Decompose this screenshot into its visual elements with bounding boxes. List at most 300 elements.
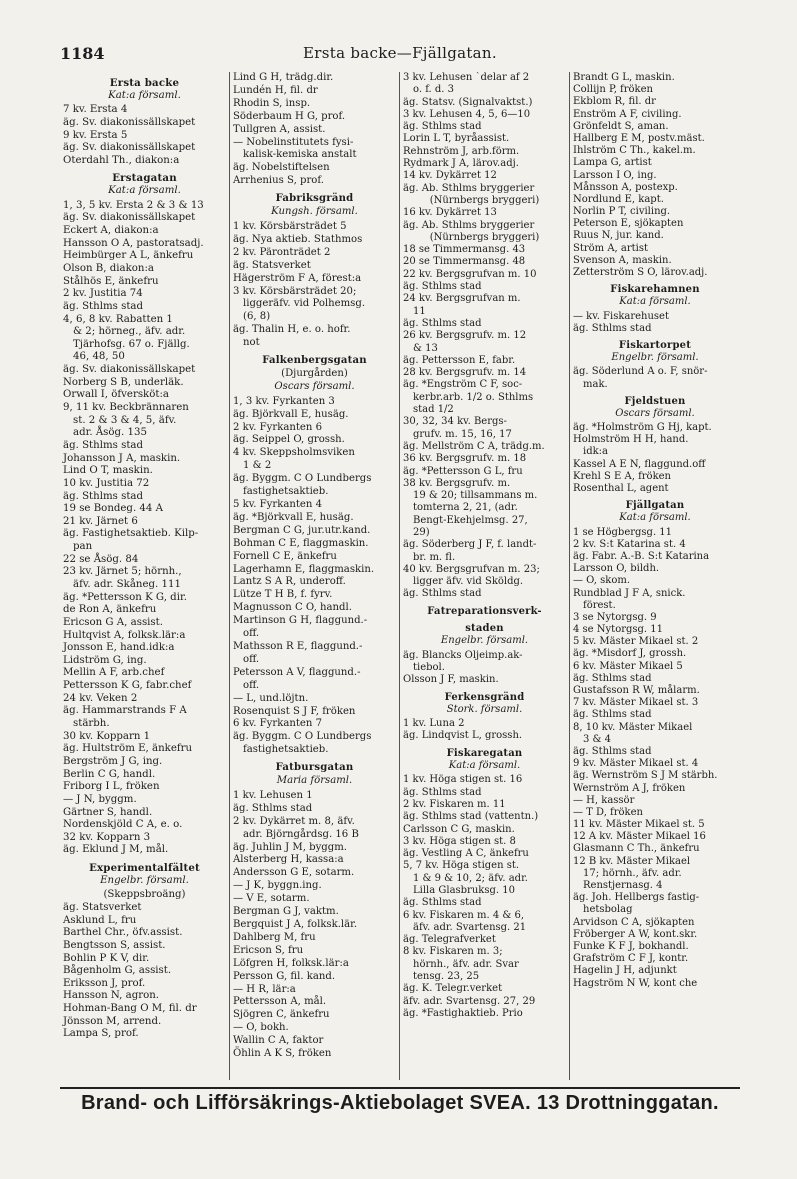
entry-line: 8, 10 kv. Mäster Mikael bbox=[573, 721, 693, 733]
entry-line: Larsson I O, ing. bbox=[573, 169, 657, 181]
entry-line: 1 kv. Körsbärsträdet 5 bbox=[233, 220, 347, 232]
column-1 bbox=[60, 72, 230, 1080]
entry-line: 5, 7 kv. Höga stigen st. bbox=[403, 860, 520, 872]
entry-line: äg. Sthlms stad bbox=[573, 322, 652, 334]
entry-line: Enström A F, civiling. bbox=[573, 108, 682, 120]
entry-line: Bergman C G, jur.utr.kand. bbox=[233, 524, 371, 536]
entry-line: Petersson A V, flaggund.- bbox=[233, 666, 361, 678]
entry-line: äg. *Pettersson G L, fru bbox=[403, 465, 523, 477]
entry-line: äg. Ab. Sthlms bryggerier bbox=[403, 219, 535, 231]
entry-line: äg. *Pettersson K G, dir. bbox=[63, 591, 187, 603]
entry-line: ligger äfv. vid Sköldg. bbox=[413, 576, 524, 588]
entry-line: mak. bbox=[583, 378, 608, 390]
entry-line: 16 kv. Dykärret 13 bbox=[403, 207, 497, 219]
entry-line: 12 B kv. Mäster Mikael bbox=[573, 855, 691, 867]
entry-line: 22 kv. Bergsgrufvan m. 10 bbox=[403, 268, 537, 280]
entry-line: äg. Hultström E, änkefru bbox=[63, 743, 193, 755]
entry-line: äg. Eklund J M, mål. bbox=[63, 844, 169, 856]
entry-line: Rosenquist S J F, fröken bbox=[233, 705, 356, 717]
entry-line: Olsson J F, maskin. bbox=[403, 674, 499, 686]
entry-line: Sjögren C, änkefru bbox=[233, 1009, 330, 1021]
entry-line: 1 & 2 bbox=[243, 460, 272, 472]
entry-line: äg. Joh. Hellbergs fastig- bbox=[573, 892, 700, 904]
entry-line: (Nürnbergs bryggeri) bbox=[429, 231, 540, 243]
entry-line: 6 kv. Fiskaren m. 4 & 6, bbox=[403, 909, 525, 921]
entry-line: Martinson G H, flaggund.- bbox=[233, 615, 368, 627]
entry-line: Orwall I, öfversköt:a bbox=[63, 389, 169, 401]
entry-line: — kv. Fiskarehuset bbox=[573, 310, 669, 322]
entry-line: 5 kv. Fyrkanten 4 bbox=[233, 499, 322, 510]
entry-line: 3 kv. Lehusen 4, 5, 6—10 bbox=[403, 108, 531, 120]
entry-line: tiebol. bbox=[413, 661, 445, 673]
entry-line: adr. Åsög. 135 bbox=[73, 427, 147, 439]
entry-line: äfv. adr. Svartensg. 21 bbox=[413, 921, 527, 933]
entry-line: äg. Sthlms stad bbox=[403, 281, 482, 293]
entry-line: Lind O T, maskin. bbox=[63, 465, 153, 477]
entry-line: stad 1/2 bbox=[413, 404, 454, 416]
entry-line: br. m. fl. bbox=[413, 551, 456, 563]
entry-line: — O, bokh. bbox=[233, 1022, 289, 1034]
entry-line: äg. Björkvall E, husäg. bbox=[233, 408, 349, 420]
entry-line: äg. Sthlms stad bbox=[573, 672, 652, 684]
entry-line: Bergquist J A, folksk.lär. bbox=[233, 919, 358, 930]
entry-line: Hägerström F A, förest:a bbox=[233, 272, 362, 284]
entry-line: Eckert A, diakon:a bbox=[63, 225, 159, 237]
entry-line: förest. bbox=[583, 599, 616, 611]
column-2 bbox=[230, 72, 400, 1080]
directory-columns bbox=[60, 72, 740, 1080]
entry-line: fastighetsaktieb. bbox=[243, 486, 329, 498]
entry-line: Öhlin A K S, fröken bbox=[233, 1048, 332, 1060]
entry-line: Bågenholm G, assist. bbox=[63, 965, 172, 977]
entry-line: Friborg I L, fröken bbox=[63, 781, 160, 793]
entry-line: Lampa S, prof. bbox=[63, 1028, 139, 1040]
entry-line: st. 2 & 3 & 4, 5, äfv. bbox=[73, 414, 177, 426]
entry-line: Rydmark J A, lärov.adj. bbox=[403, 158, 519, 170]
entry-line: äg. Seippel O, grossh. bbox=[233, 434, 345, 446]
entry-line: 19 & 20; tillsammans m. bbox=[413, 490, 538, 502]
entry-line: äg. Sthlms stad bbox=[573, 709, 652, 721]
entry-line: Hansson N, agron. bbox=[63, 990, 160, 1002]
entry-line: Ericson G A, assist. bbox=[63, 616, 163, 628]
entry-line: Norberg S B, underläk. bbox=[63, 376, 184, 388]
entry-line: adr. Björngårdsg. 16 B bbox=[243, 828, 359, 840]
entry-line: äg. Sthlms stad bbox=[403, 588, 482, 600]
entry-line: de Ron A, änkefru bbox=[63, 604, 157, 616]
entry-line: äg. *Fastighaktieb. Prio bbox=[403, 1007, 523, 1019]
street-heading: Fabriksgränd bbox=[275, 193, 354, 205]
entry-line: Glasmann C Th., änkefru bbox=[573, 843, 700, 855]
entry-line: äg. Pettersson E, fabr. bbox=[403, 354, 516, 366]
entry-line: Ekblom R, fil. dr bbox=[573, 96, 656, 108]
entry-line: äg. Nobelstiftelsen bbox=[233, 162, 330, 174]
entry-line: 2 kv. Päronträdet 2 bbox=[233, 246, 331, 258]
entry-line: (Djurgården) bbox=[281, 367, 348, 379]
entry-line: off. bbox=[243, 628, 260, 640]
entry-line: 23 kv. Järnet 5; hörnh., bbox=[63, 566, 182, 578]
entry-line: 9 kv. Mäster Mikael st. 4 bbox=[573, 758, 699, 770]
entry-line: 24 kv. Veken 2 bbox=[63, 692, 138, 704]
entry-line: 11 bbox=[413, 305, 426, 317]
entry-line: Olson B, diakon:a bbox=[63, 262, 154, 274]
entry-line: äg. *Engström C F, soc- bbox=[403, 379, 523, 391]
entry-line: Rosenthal L, agent bbox=[573, 483, 669, 494]
entry-line: Hallberg E M, postv.mäst. bbox=[573, 132, 705, 144]
entry-line: 3 kv. Lehusen `delar af 2 bbox=[403, 72, 530, 83]
entry-line: Arrhenius S, prof. bbox=[233, 175, 324, 187]
entry-line: äg. Sv. diakonissällskapet bbox=[63, 212, 196, 224]
street-heading: Fatbursgatan bbox=[275, 762, 354, 774]
entry-line: äg. Sthlms stad bbox=[63, 300, 144, 312]
entry-line: Gustafsson R W, målarm. bbox=[573, 685, 700, 696]
entry-line: pan bbox=[73, 541, 93, 553]
entry-line: — J K, byggn.ing. bbox=[233, 880, 322, 892]
column-3 bbox=[400, 72, 570, 1080]
entry-line: 11 kv. Mäster Mikael st. 5 bbox=[573, 819, 705, 831]
directory-page bbox=[60, 44, 740, 1144]
entry-line: (Nürnbergs bryggeri) bbox=[429, 194, 540, 206]
entry-line: grufv. m. 15, 16, 17 bbox=[413, 428, 512, 440]
entry-line: 24 kv. Bergsgrufvan m. bbox=[403, 293, 521, 305]
entry-line: Bergman G J, vaktm. bbox=[233, 906, 339, 918]
entry-line: hetsbolag bbox=[583, 904, 633, 916]
entry-line: 30 kv. Kopparn 1 bbox=[63, 730, 151, 742]
entry-line: not bbox=[243, 337, 260, 349]
entry-line: 1 kv. Luna 2 bbox=[403, 718, 465, 730]
entry-line: Bengt-Ekehjelmsg. 27, bbox=[413, 514, 528, 526]
entry-line: Dahlberg M, fru bbox=[233, 931, 316, 943]
entry-line: Magnusson C O, handl. bbox=[233, 602, 352, 614]
entry-line: Hagström N W, kont che bbox=[573, 977, 698, 989]
entry-line: Nordenskjöld C A, e. o. bbox=[63, 819, 183, 831]
entry-line: äg. Lindqvist L, grossh. bbox=[403, 730, 523, 742]
entry-line: 1 & 9 & 10, 2; äfv. adr. bbox=[413, 872, 528, 884]
entry-line: äg. Sthlms stad bbox=[403, 121, 482, 133]
entry-line: 3 kv. Höga stigen st. 8 bbox=[403, 835, 516, 847]
street-heading: Fiskarehamnen bbox=[610, 284, 700, 296]
entry-line: — J N, byggm. bbox=[63, 793, 137, 805]
entry-line: Hultqvist A, folksk.lär:a bbox=[63, 629, 186, 641]
street-heading: Fjällgatan bbox=[625, 500, 685, 512]
entry-line: 14 kv. Dykärret 12 bbox=[403, 170, 497, 182]
parish-label: Engelbr. församl. bbox=[440, 635, 529, 647]
entry-line: äg. *Björkvall E, husäg. bbox=[233, 511, 354, 523]
parish-label: Kungsh. församl. bbox=[271, 206, 358, 218]
entry-line: äg. Thalin H, e. o. hofr. bbox=[233, 324, 351, 336]
street-heading: Erstagatan bbox=[112, 172, 177, 185]
entry-line: Grönfeldt S, aman. bbox=[573, 120, 669, 132]
entry-line: Bergström J G, ing. bbox=[63, 755, 163, 767]
street-heading: Fatreparationsverk- bbox=[427, 605, 542, 617]
entry-line: o. f. d. 3 bbox=[413, 84, 455, 96]
parish-label: Maria församl. bbox=[276, 775, 353, 787]
entry-line: 4 kv. Skeppsholmsviken bbox=[233, 447, 355, 459]
entry-line: 38 kv. Bergsgrufv. m. bbox=[403, 477, 511, 489]
entry-line: Hansson O A, pastoratsadj. bbox=[63, 237, 204, 249]
entry-line: äg. Byggm. C O Lundbergs bbox=[233, 473, 372, 485]
entry-line: Collijn P, fröken bbox=[573, 84, 653, 96]
entry-line: Grafström C F J, kontr. bbox=[573, 953, 689, 965]
entry-line: hörnh., äfv. adr. Svar bbox=[413, 958, 519, 970]
entry-line: & 13 bbox=[413, 342, 438, 354]
entry-line: (Skeppsbroäng) bbox=[103, 889, 186, 901]
entry-line: — H, kassör bbox=[573, 794, 635, 806]
entry-line: off. bbox=[243, 679, 260, 691]
parish-label: Engelbr. församl. bbox=[611, 352, 699, 364]
entry-line: Bengtsson S, assist. bbox=[63, 939, 166, 951]
street-heading: staden bbox=[465, 623, 504, 635]
entry-line: äg. Sthlms stad bbox=[63, 490, 144, 502]
entry-line: 20 se Timmermansg. 48 bbox=[403, 256, 526, 268]
entry-line: — V E, sotarm. bbox=[233, 893, 310, 905]
entry-line: 1 kv. Höga stigen st. 16 bbox=[403, 774, 523, 786]
entry-line: Fornell C E, änkefru bbox=[233, 550, 337, 562]
parish-label: Oscars församl. bbox=[274, 380, 355, 392]
entry-line: Oterdahl Th., diakon:a bbox=[63, 154, 180, 166]
entry-line: tomterna 2, 21, (adr. bbox=[413, 502, 518, 514]
entry-line: 3 & 4 bbox=[583, 733, 611, 745]
parish-label: Stork. församl. bbox=[446, 703, 523, 715]
entry-line: 22 se Åsög. 84 bbox=[63, 553, 139, 565]
entry-line: äg. Vestling A C, änkefru bbox=[403, 848, 529, 860]
entry-line: Lagerhamn E, flaggmaskin. bbox=[233, 563, 375, 575]
entry-line: & 2; hörneg., äfv. adr. bbox=[73, 326, 186, 338]
entry-line: 29) bbox=[413, 526, 430, 538]
entry-line: äg. Statsverket bbox=[63, 902, 142, 913]
entry-line: 26 kv. Bergsgrufv. m. 12 bbox=[403, 330, 527, 342]
entry-line: Lind G H, trädg.dir. bbox=[233, 72, 334, 83]
entry-line: 1, 3, 5 kv. Ersta 2 & 3 & 13 bbox=[63, 199, 204, 211]
entry-line: Brandt G L, maskin. bbox=[573, 72, 675, 83]
entry-line: äg. Sthlms stad bbox=[403, 897, 482, 909]
entry-line: Ihlström C Th., kakel.m. bbox=[573, 145, 696, 157]
entry-line: Lantz S A R, underoff. bbox=[233, 576, 346, 588]
entry-line: Krehl S E A, fröken bbox=[573, 470, 671, 482]
entry-line: Peterson E, sjökapten bbox=[573, 218, 684, 230]
entry-line: Bohman C E, flaggmaskin. bbox=[233, 537, 369, 549]
entry-line: 21 kv. Järnet 6 bbox=[63, 515, 138, 527]
entry-line: 4, 6, 8 kv. Rabatten 1 bbox=[63, 313, 173, 325]
entry-line: äg. Sv. diakonissällskapet bbox=[63, 364, 196, 376]
entry-line: 36 kv. Bergsgrufv. m. 18 bbox=[403, 453, 527, 465]
entry-line: tensg. 23, 25 bbox=[413, 971, 480, 983]
entry-line: äg. Sthlms stad bbox=[403, 317, 482, 329]
entry-line: äg. Statsverket bbox=[233, 259, 311, 271]
entry-line: äg. Statsv. (Signalvaktst.) bbox=[403, 96, 533, 108]
parish-label: Engelbr. församl. bbox=[100, 874, 189, 886]
entry-line: Hagelin J H, adjunkt bbox=[573, 965, 677, 977]
entry-line: Lütze T H B, f. fyrv. bbox=[233, 589, 333, 601]
entry-line: 18 se Timmermansg. 43 bbox=[403, 244, 526, 256]
entry-line: 6 kv. Mäster Mikael 5 bbox=[573, 660, 683, 672]
entry-line: äg. Sthlms stad bbox=[63, 439, 144, 451]
entry-line: Svenson A, maskin. bbox=[573, 254, 672, 266]
page-number: 1184 bbox=[60, 44, 105, 63]
entry-line: 17; hörnh., äfv. adr. bbox=[583, 867, 682, 879]
entry-line: Bohlin P K V, dir. bbox=[63, 952, 150, 964]
entry-line: Hohman-Bang O M, fil. dr bbox=[63, 1003, 197, 1015]
entry-line: Eriksson J, prof. bbox=[63, 977, 146, 989]
entry-line: äg. Söderlund A o. F, snör- bbox=[573, 366, 708, 378]
entry-line: 1, 3 kv. Fyrkanten 3 bbox=[233, 395, 335, 407]
street-heading: Ferkensgränd bbox=[444, 691, 525, 703]
entry-line: Jönsson M, arrend. bbox=[63, 1015, 162, 1027]
entry-line: 6 kv. Fyrkanten 7 bbox=[233, 718, 322, 730]
entry-line: äg. Byggm. C O Lundbergs bbox=[233, 731, 372, 743]
entry-line: Månsson A, postexp. bbox=[573, 181, 678, 193]
entry-line: Löfgren H, folksk.lär:a bbox=[233, 957, 349, 969]
entry-line: 2 kv. Fiskaren m. 11 bbox=[403, 798, 506, 810]
entry-line: Lilla Glasbruksg. 10 bbox=[413, 885, 515, 896]
entry-line: 2 kv. Justitia 74 bbox=[63, 288, 143, 300]
entry-line: 19 se Bondeg. 44 A bbox=[63, 503, 163, 515]
entry-line: Arvidson C A, sjökapten bbox=[573, 916, 695, 928]
entry-line: Kassel A E N, flaggund.off bbox=[573, 458, 706, 470]
entry-line: kalisk-kemiska anstalt bbox=[243, 149, 357, 161]
entry-line: Carlsson C G, maskin. bbox=[403, 823, 515, 835]
entry-line: Berlin C G, handl. bbox=[63, 768, 156, 780]
entry-line: idk:a bbox=[583, 446, 608, 458]
entry-line: liggeräfv. vid Polhemsg. bbox=[243, 298, 366, 310]
entry-line: fastighetsaktieb. bbox=[243, 744, 329, 756]
street-heading: Fjeldstuen bbox=[624, 395, 686, 407]
entry-line: Larsson O, bildh. bbox=[573, 563, 660, 575]
entry-line: 3 kv. Körsbärsträdet 20; bbox=[233, 285, 357, 297]
parish-label: Kat:a församl. bbox=[108, 89, 181, 101]
entry-line: äg. Sv. diakonissällskapet bbox=[63, 142, 196, 154]
entry-line: äg. K. Telegr.verket bbox=[403, 983, 503, 995]
entry-line: äfv. adr. Svartensg. 27, 29 bbox=[403, 995, 536, 1007]
entry-line: 8 kv. Fiskaren m. 3; bbox=[403, 946, 503, 958]
entry-line: Söderbaum H G, prof. bbox=[233, 110, 346, 122]
entry-line: äg. Sthlms stad (vattentn.) bbox=[403, 811, 539, 823]
entry-line: Lampa G, artist bbox=[573, 157, 652, 169]
entry-line: — T D, fröken bbox=[573, 806, 643, 818]
entry-line: Ström A, artist bbox=[573, 242, 649, 254]
entry-line: Pettersson A, mål. bbox=[233, 996, 327, 1008]
parish-label: Kat:a församl. bbox=[619, 296, 691, 308]
footer-advertisement: Brand- och Lifförsäkrings-Aktiebolaget SVEA. 13 Drottninggatan. bbox=[60, 1087, 740, 1118]
entry-line: (6, 8) bbox=[243, 311, 271, 323]
entry-line: Holmström H H, hand. bbox=[573, 434, 689, 446]
entry-line: Rhodin S, insp. bbox=[233, 97, 311, 109]
entry-line: Barthel Chr., öfv.assist. bbox=[63, 927, 183, 939]
entry-line: äg. Sthlms stad bbox=[233, 802, 313, 814]
entry-line: Norlin P T, civiling. bbox=[573, 206, 671, 218]
entry-line: 4 se Nytorgsg. 11 bbox=[573, 624, 664, 636]
entry-line: Mellin A F, arb.chef bbox=[63, 667, 165, 679]
entry-line: 2 kv. S:t Katarina st. 4 bbox=[573, 538, 686, 550]
entry-line: äg. Fabr. A.-B. S:t Katarina bbox=[573, 550, 710, 562]
running-title: Ersta backe—Fjällgatan. bbox=[303, 44, 497, 62]
parish-label: Kat:a församl. bbox=[448, 760, 521, 772]
entry-line: Wallin C A, faktor bbox=[233, 1035, 324, 1047]
entry-line: äg. Sthlms stad bbox=[403, 786, 482, 798]
street-heading: Falkenbergsgatan bbox=[262, 355, 367, 367]
entry-line: äg. Telegrafverket bbox=[403, 934, 496, 946]
entry-line: äg. Nya aktieb. Stathmos bbox=[233, 233, 363, 245]
entry-line: Persson G, fil. kand. bbox=[233, 970, 336, 982]
entry-line: Heimbürger A L, änkefru bbox=[63, 250, 194, 262]
entry-line: Wernström A J, fröken bbox=[573, 782, 686, 794]
entry-line: äfv. adr. Skåneg. 111 bbox=[73, 578, 181, 590]
entry-line: 30, 32, 34 kv. Bergs- bbox=[403, 416, 507, 428]
entry-line: äg. Wernström S J M stärbh. bbox=[573, 770, 718, 782]
entry-line: Rundblad J F A, snick. bbox=[573, 587, 686, 599]
entry-line: Tjärhofsg. 67 o. Fjällg. bbox=[73, 338, 190, 350]
entry-line: 5 kv. Mäster Mikael st. 2 bbox=[573, 636, 699, 648]
entry-line: Stålhös E, änkefru bbox=[63, 275, 159, 287]
entry-line: Fröberger A W, kont.skr. bbox=[573, 928, 698, 940]
entry-line: 46, 48, 50 bbox=[73, 351, 125, 363]
entry-line: 1 kv. Lehusen 1 bbox=[233, 789, 313, 801]
entry-line: Alsterberg H, kassa:a bbox=[233, 854, 344, 866]
entry-line: — O, skom. bbox=[573, 575, 631, 587]
entry-line: Renstjernasg. 4 bbox=[583, 880, 663, 891]
entry-line: Pettersson K G, fabr.chef bbox=[63, 680, 192, 692]
entry-line: 9 kv. Ersta 5 bbox=[63, 129, 128, 141]
entry-line: 7 kv. Ersta 4 bbox=[63, 104, 128, 116]
entry-line: — L, und.löjtn. bbox=[233, 692, 309, 704]
entry-line: Jonsson E, hand.idk:a bbox=[63, 642, 175, 654]
entry-line: Nordlund E, kapt. bbox=[573, 193, 664, 205]
entry-line: Ericson S, fru bbox=[233, 944, 304, 956]
entry-line: 9, 11 kv. Beckbrännaren bbox=[63, 402, 189, 414]
entry-line: äg. Fastighetsaktieb. Kilp- bbox=[63, 528, 199, 540]
parish-label: Kat:a församl. bbox=[108, 185, 181, 197]
entry-line: kerbr.arb. 1/2 o. Sthlms bbox=[413, 391, 534, 403]
entry-line: 3 se Nytorgsg. 9 bbox=[573, 611, 657, 623]
entry-line: 2 kv. Fyrkanten 6 bbox=[233, 421, 322, 433]
page-header bbox=[60, 44, 740, 66]
street-heading: Ersta backe bbox=[109, 77, 180, 89]
entry-line: Asklund L, fru bbox=[63, 914, 137, 926]
column-4 bbox=[570, 72, 740, 1080]
entry-line: Lorin L T, byråassist. bbox=[403, 133, 510, 145]
entry-line: äg. Sthlms stad bbox=[573, 745, 652, 757]
entry-line: Johansson J A, maskin. bbox=[63, 452, 181, 464]
entry-line: Andersson G E, sotarm. bbox=[233, 867, 355, 879]
entry-line: 7 kv. Mäster Mikael st. 3 bbox=[573, 697, 699, 709]
entry-line: Lidström G, ing. bbox=[63, 654, 147, 666]
entry-line: — H R, lär:a bbox=[233, 983, 296, 995]
entry-line: Tullgren A, assist. bbox=[233, 123, 326, 135]
parish-label: Oscars församl. bbox=[615, 407, 695, 419]
street-heading: Experimentalfältet bbox=[89, 862, 200, 875]
entry-line: äg. Sv. diakonissällskapet bbox=[63, 116, 196, 128]
street-heading: Fiskartorpet bbox=[618, 339, 692, 351]
entry-line: äg. Juhlin J M, byggm. bbox=[233, 841, 347, 853]
entry-line: Mathsson R E, flaggund.- bbox=[233, 640, 363, 652]
entry-line: äg. *Holmström G Hj, kapt. bbox=[573, 422, 712, 434]
entry-line: Rehnström J, arb.förm. bbox=[403, 145, 520, 157]
entry-line: äg. Ab. Sthlms bryggerier bbox=[403, 182, 535, 194]
entry-line: 2 kv. Dykärret m. 8, äfv. bbox=[233, 815, 355, 827]
entry-line: Gärtner S, handl. bbox=[63, 806, 153, 818]
entry-line: Ruus N, jur. kand. bbox=[573, 230, 664, 242]
entry-line: 28 kv. Bergsgrufv. m. 14 bbox=[403, 367, 527, 379]
street-heading: Fiskaregatan bbox=[446, 747, 523, 759]
entry-line: 12 A kv. Mäster Mikael 16 bbox=[573, 831, 706, 843]
entry-line: 40 kv. Bergsgrufvan m. 23; bbox=[403, 563, 540, 575]
entry-line: äg. Mellström C A, trädg.m. bbox=[403, 440, 545, 452]
entry-line: äg. Söderberg J F, f. landt- bbox=[403, 539, 537, 551]
entry-line: — Nobelinstitutets fysi- bbox=[233, 136, 354, 148]
entry-line: stärbh. bbox=[73, 718, 110, 730]
entry-line: off. bbox=[243, 653, 260, 665]
entry-line: Lundén H, fil. dr bbox=[233, 84, 318, 96]
entry-line: 32 kv. Kopparn 3 bbox=[63, 831, 151, 843]
